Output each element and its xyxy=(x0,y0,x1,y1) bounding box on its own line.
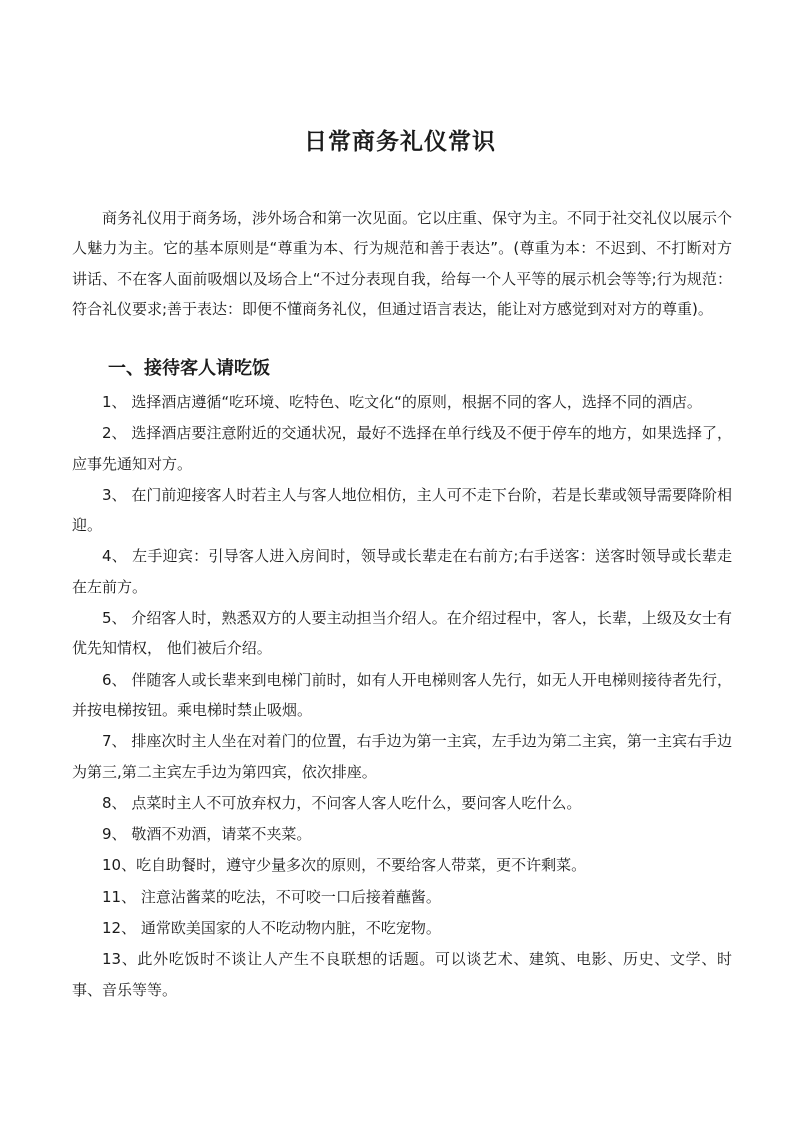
item-text: 左手迎宾：引导客人进入房间时，领导或长辈走在右前方;右手送客：送客时领导或长辈走在左前方。 xyxy=(72,547,733,596)
list-item xyxy=(72,665,732,726)
list-item xyxy=(72,882,732,912)
item-number: 4、 xyxy=(102,547,133,566)
list-item xyxy=(72,850,732,880)
item-number: 8、 xyxy=(102,793,132,812)
list-item xyxy=(72,480,732,541)
item-number: 7、 xyxy=(102,732,132,751)
list-item xyxy=(72,387,732,417)
list-item xyxy=(72,944,732,1005)
item-text: 吃自助餐时，遵守少量多次的原则，不要给客人带菜，更不许剩菜。 xyxy=(136,856,587,875)
item-text: 注意沾酱菜的吃法，不可咬一口后接着蘸酱。 xyxy=(140,887,441,906)
item-number: 5、 xyxy=(102,609,132,628)
item-text: 在门前迎接客人时若主人与客人地位相仿，主人可不走下台阶，若是长辈或领导需要降阶相迎。 xyxy=(72,485,733,535)
item-number: 6、 xyxy=(102,670,132,689)
item-text: 敬酒不劝酒，请菜不夹菜。 xyxy=(131,825,312,844)
item-text: 介绍客人时，熟悉双方的人要主动担当介绍人。在介绍过程中，客人，长辈，上级及女士有优先知情权， 他们被后介绍。 xyxy=(72,609,733,658)
list-item xyxy=(72,418,732,479)
item-text: 选择酒店遵循“吃环境、吃特色、吃文化“的原则，根据不同的客人，选择不同的酒店。 xyxy=(131,393,702,411)
item-number: 10、 xyxy=(102,856,137,875)
item-number: 3、 xyxy=(102,485,132,504)
list-item xyxy=(72,788,732,818)
item-number: 11、 xyxy=(102,887,141,906)
etiquette-list xyxy=(72,387,732,1006)
section-heading: 一、接待客人请吃饭 xyxy=(108,358,270,379)
item-text: 排座次时主人坐在对着门的位置，右手边为第一主宾，左手边为第二主宾，第一主宾右手边为第三,第二主宾左手边为第四宾，依次排座。 xyxy=(72,732,733,781)
page-title: 日常商务礼仪常识 xyxy=(304,129,496,156)
item-number: 13、 xyxy=(102,950,138,969)
item-number: 1、 xyxy=(102,393,132,411)
item-text: 点菜时主人不可放弃权力，不问客人客人吃什么，要问客人吃什么。 xyxy=(131,793,582,812)
list-item xyxy=(72,726,732,787)
item-text: 伴随客人或长辈来到电梯门前时，如有人开电梯则客人先行，如无人开电梯则接待者先行，并按电梯按钮。乘电梯时禁止吸烟。 xyxy=(72,670,733,719)
item-text: 选择酒店要注意附近的交通状况，最好不选择在单行线及不便于停车的地方，如果选择了，应事先通知对方。 xyxy=(72,424,733,473)
item-number: 9、 xyxy=(102,825,132,844)
list-item xyxy=(72,603,732,664)
list-item xyxy=(72,913,732,943)
list-item xyxy=(72,819,732,849)
item-text: 此外吃饭时不谈让人产生不良联想的话题。可以谈艺术、建筑、电影、历史、文学、时事、音乐等等。 xyxy=(72,950,732,999)
item-number: 12、 xyxy=(102,919,141,938)
item-number: 2、 xyxy=(102,424,132,443)
list-item xyxy=(72,541,732,602)
item-text: 通常欧美国家的人不吃动物内脏，不吃宠物。 xyxy=(140,919,441,938)
intro-paragraph: 商务礼仪用于商务场，涉外场合和第一次见面。它以庄重、保守为主。不同于社交礼仪以展示个人魅力为主。它的基本原则是“尊重为本、行为规范和善于表达”。(尊重为本：不迟到、不打断对方讲话、不在客人面前吸烟以及场合上“不过分表现自我，给每一个人平等的展示机会等等;行为规范：符合礼仪要求;善于表达：即便不懂商务礼仪，但通过语言表达，能让对方感觉到对对方的尊重)。 xyxy=(72,209,733,318)
